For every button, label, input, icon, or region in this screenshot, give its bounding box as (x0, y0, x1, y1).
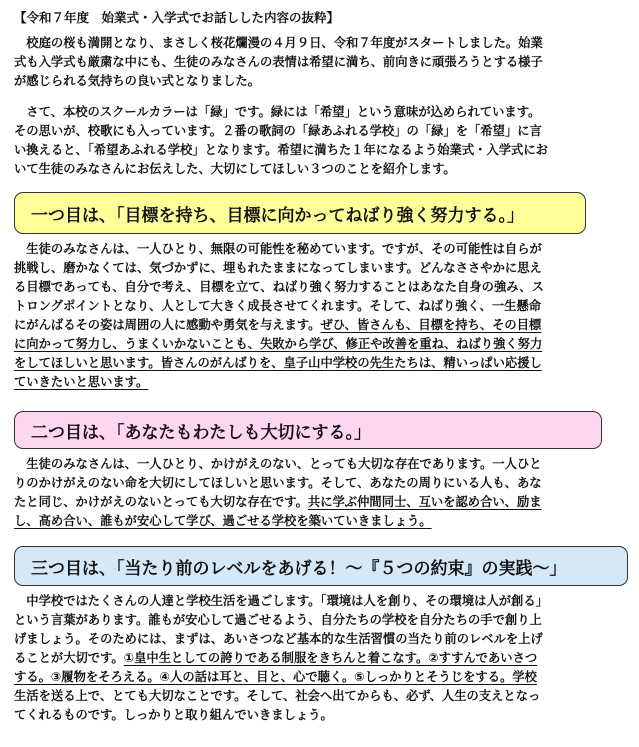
intro-paragraph-2 (14, 103, 628, 179)
text-line: が感じられる気持ちの良い式となりました。 (14, 74, 260, 88)
text-line: トロングポイントとなり、人として大きく成長させてくれます。そして、ねばり強く、一生懸命 (14, 299, 542, 313)
text-line: 校庭の桜も満開となり、まさしく桜花爛漫の４月９日、令和７年度がスタートしました。始業 (14, 36, 543, 50)
section-1-body (14, 240, 628, 392)
text-line: げましょう。そのためには、まずは、あいさつなど基本的な生活習慣の当たり前のレベルを上げ (14, 632, 543, 646)
text-line: い換えると、「希望あふれる学校」となります。希望に満ちた１年になるよう始業式・入学式にお (14, 143, 548, 157)
text-line: 中学校ではたくさんの人達と学校生活を過ごします。「環境は人を創り、その環境は人が創る」 (14, 594, 548, 608)
text-line: たと同じ、かけがえのないとっても大切な存在です。共に学ぶ仲間同士、互いを認め合い、励ま (14, 495, 542, 509)
intro-paragraph-1 (14, 34, 628, 91)
text-line: る目標であっても、自分で考え、目標を立て、ねばり強く努力することはあなた自身の強み、ス (14, 280, 544, 294)
section-heading-text: 二つ目は、「あなたもわたしも大切にする。」 (31, 422, 371, 443)
text-line: し、高め合い、誰もが安心して学び、過ごせる学校を築いていきましょう。 (14, 514, 432, 528)
text-line: その思いが、校歌にも入っています。２番の歌詞の「緑あふれる学校」の「緑」を「希望」に言 (14, 124, 542, 138)
text-line: ていきたいと思います。 (14, 375, 149, 389)
text-line: てくれるものです。しっかりと取り組んでいきましょう。 (14, 708, 333, 722)
section-3-heading (14, 546, 628, 586)
text-line: ることが大切です。①皇中生としての誇りである制服をきちんと着こなす。②すすんであいさつ (14, 651, 538, 665)
page-title: 【令和７年度 始業式・入学式でお話しした内容の抜粋】 (14, 10, 340, 25)
text-line: いて生徒のみなさんにお伝えした、大切にしてほしい３つのことを紹介します。 (14, 162, 456, 176)
section-2-heading (14, 411, 602, 449)
text-line: りのかけがえのない命を大切にしてほしいと思います。そして、あなたの周りにいる人も、あな (14, 476, 542, 490)
text-line: をしてほしいと思います。皆さんのがんばりを、皇子山中学校の先生たちは、精いっぱい応援し (14, 356, 542, 370)
text-line: 生徒のみなさんは、一人ひとり、かけがえのない、とっても大切な存在であります。一人ひと (14, 457, 542, 471)
text-line: 生徒のみなさんは、一人ひとり、無限の可能性を秘めています。ですが、その可能性は自らが (14, 242, 542, 256)
text-line: 式も入学式も厳粛な中にも、生徒のみなさんの表情は希望に満ち、前向きに頑張ろうとする様子 (14, 55, 543, 69)
section-2-body (14, 455, 628, 531)
section-heading-text: 一つ目は、「目標を持ち、目標に向かってねばり強く努力する。」 (31, 205, 524, 226)
text-line: にがんばるその姿は周囲の人に感動や勇気を与えます。ぜひ、皆さんも、目標を持ち、その目標 (14, 318, 542, 332)
text-line: 生活を送る上で、とても大切なことです。そして、社会へ出てからも、必ず、人生の支えとなっ (14, 689, 541, 703)
text-line: という言葉があります。誰もが安心して過ごせるよう、自分たちの学校を自分たちの手で創り上 (14, 613, 542, 627)
text-line: する。③履物をそろえる。④人の話は耳と、目と、心で聴く。⑤しっかりとそうじをする。学校 (14, 670, 537, 684)
section-3-body (14, 592, 628, 725)
text-line: 挑戦し、磨かなくては、気づかずに、埋もれたままになってしまいます。どんなささやかに思え (14, 261, 542, 275)
text-line: に向かって努力し、うまくいかないことも、失敗から学び、修正や改善を重ね、ねばり強く努力 (14, 337, 543, 351)
text-line: さて、本校のスクールカラーは「緑」です。緑には「希望」という意味が込められています。 (14, 105, 541, 119)
section-1-heading (14, 192, 586, 234)
section-heading-text: 三つ目は、「当たり前のレベルをあげる！～『５つの約束』の実践～」 (31, 558, 567, 579)
